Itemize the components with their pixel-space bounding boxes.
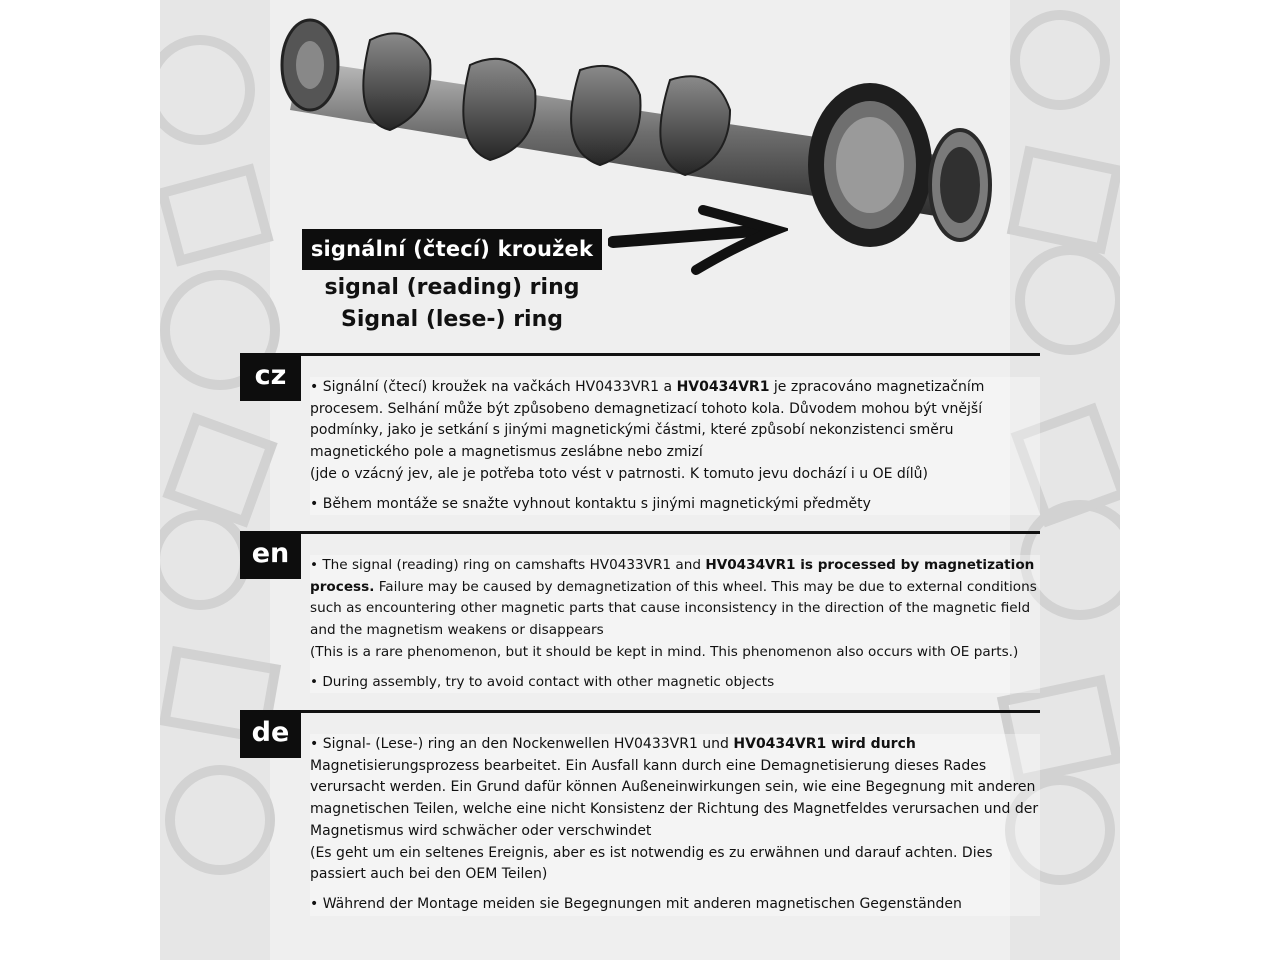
bullet-item: • During assembly, try to avoid contact with other magnetic objects [310,673,775,690]
part-label-en: signal (reading) ring [324,275,580,300]
section-divider [240,531,1040,534]
text-run: • The signal (reading) ring on camshafts HV0433VR1 and [310,557,706,573]
bold-part-number: HV0434VR1 [676,379,770,395]
part-label-de: Signal (lese-) ring [340,307,564,332]
pointer-arrow-icon [608,200,788,280]
note: (Es geht um ein seltenes Ereignis, aber es ist notwendig es zu erwähnen und darauf achten. Dies passiert auch bei den OEM Teilen) [310,844,993,883]
note: (jde o vzácný jev, ale je potřeba toto vést v patrnosti. K tomuto jevu dochází i u OE dílů) [310,465,928,482]
bullet-item: • Během montáže se snažte vyhnout kontaktu s jinými magnetickými předměty [310,495,871,512]
text-run: Failure may be caused by demagnetization of this wheel. This may be due to external conditions such as encountering other magnetic parts that cause inconsistency in the direction of the magnetic field and the magnetism weakens or disappears [310,578,1042,639]
text-run: • Signální (čtecí) kroužek na vačkách HV0433VR1 a [310,379,677,395]
document-sheet [160,0,1120,960]
section-divider [240,353,1040,356]
part-label-cz: signální (čtecí) kroužek [302,229,602,270]
note: (This is a rare phenomenon, but it should be kept in mind. This phenomenon also occurs with OE parts.) [310,643,1019,660]
text-run: je zpracováno magnetizačním procesem. Selhání může být způsobeno demagnetizací tohoto kola. Důvodem mohou být vnější podmínky, jako je setkání s jinými magnetickými částmi, které způsobí nekonzistenci směru magnetického pole a magnetismus zeslábne nebo zmizí [310,379,989,461]
section-en [240,531,1040,701]
paragraph [310,377,1040,464]
language-badge-de: de [240,710,301,758]
section-de [240,710,1043,930]
text-run: • Signal- (Lese-) ring an den Nockenwellen HV0433VR1 und [310,736,734,752]
bold-part-number: HV0434VR1 wird durch [733,736,916,752]
section-divider [240,710,1040,713]
paragraph [310,555,1040,642]
language-badge-en: en [240,531,301,579]
section-text-cz [310,377,1040,515]
paragraph [310,734,1043,843]
bold-part-number: HV0434VR1 is processed by magnetization process. [310,557,1035,595]
section-text-en [310,555,1040,693]
text-run: Magnetisierungsprozess bearbeitet. Ein Ausfall kann durch eine Demagnetisierung dieses Rades verursacht werden. Ein Grund dafür können Außeneinwirkungen sein, wie eine Begegnung mit anderen magnetischen Teilen, welche eine nicht Konsistenz der Richtung des Magnetfeldes verursachen und der Magnetismus wird schwächer oder verschwindet [310,736,1043,839]
language-badge-cz: cz [240,353,301,401]
section-cz [240,353,1040,523]
bullet-item: • Während der Montage meiden sie Begegnungen mit anderen magnetischen Gegenständen [310,895,962,912]
section-text-de [310,734,1043,916]
